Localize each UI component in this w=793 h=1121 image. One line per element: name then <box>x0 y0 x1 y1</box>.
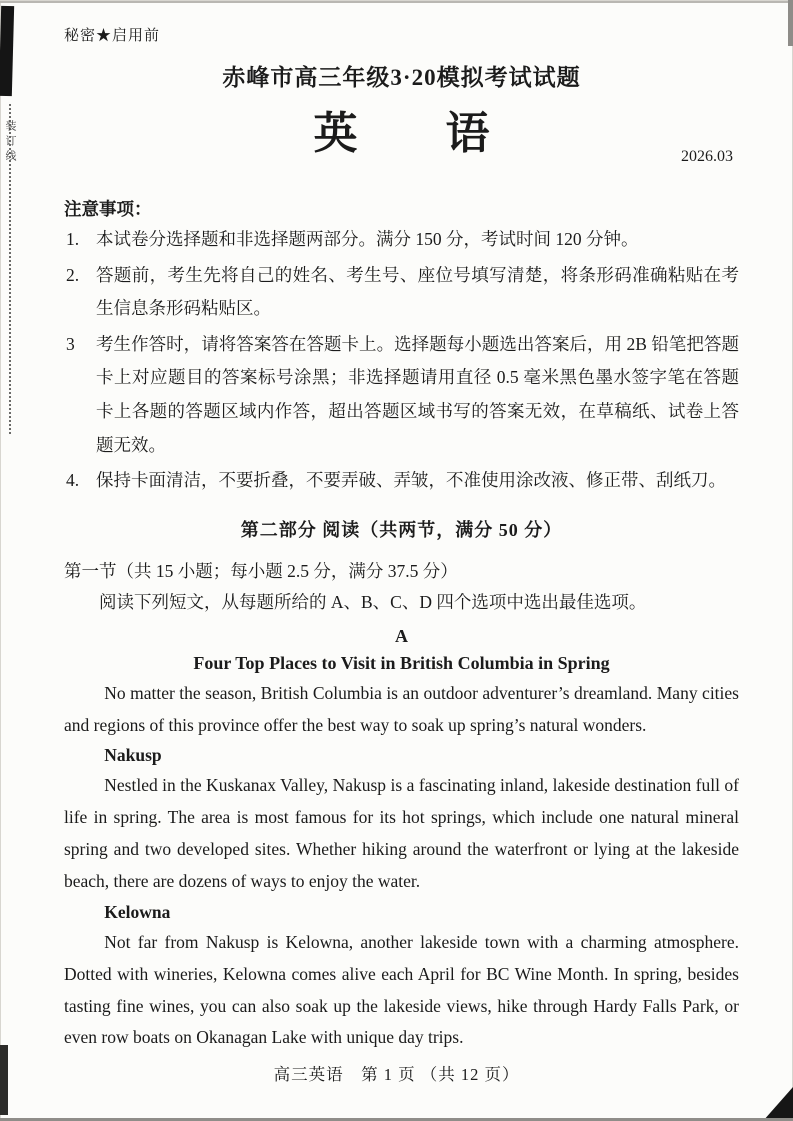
exam-title: 赤峰市高三年级3·20模拟考试试题 <box>222 65 581 90</box>
notice-item-text: 本试卷分选择题和非选择题两部分。满分 150 分，考试时间 120 分钟。 <box>96 229 639 249</box>
notice-item-text: 答题前，考生先将自己的姓名、考生号、座位号填写清楚，将条形码准确粘贴在考生信息条形码粘贴区。 <box>96 264 739 319</box>
notice-item-number: 1. <box>66 229 80 249</box>
passage-subheading-kelowna: Kelowna <box>104 901 171 922</box>
section-instruction: 阅读下列短文，从每题所给的 A、B、C、D 四个选项中选出最佳选项。 <box>99 591 647 612</box>
scan-artifact-bottom-right <box>763 1087 793 1121</box>
notice-item-number: 3 <box>66 333 75 354</box>
notice-item-number: 4. <box>66 470 80 491</box>
scan-artifact-top-right <box>788 0 793 46</box>
passage-subheading-nakusp: Nakusp <box>104 745 162 766</box>
confidential-label: 秘密★启用前 <box>64 28 161 44</box>
passage-label: A <box>395 625 408 646</box>
notice-item-number: 2. <box>66 264 80 285</box>
section-one-heading: 第一节（共 15 小题；每小题 2.5 分，满分 37.5 分） <box>64 560 458 581</box>
notice-item-1 <box>64 223 739 257</box>
exam-date: 2026.03 <box>681 148 733 165</box>
notice-item-3 <box>64 328 739 462</box>
page-content <box>64 24 739 1054</box>
notice-heading: 注意事项： <box>64 199 152 219</box>
scan-artifact-top-left <box>0 6 14 96</box>
passage-title: Four Top Places to Visit in British Columbia in Spring <box>193 652 610 673</box>
notice-item-2 <box>64 259 739 326</box>
binding-line-label: 装订线 <box>4 120 16 165</box>
notice-item-4 <box>64 464 739 498</box>
part-two-heading: 第二部分 阅读（共两节，满分 50 分） <box>240 519 563 540</box>
passage-paragraph-kelowna: Not far from Nakusp is Kelowna, another lakeside town with a charming atmosphere. Dotted with wineries, Kelowna comes alive each April for BC Wine Month. In spring, besides tasting fine wines, you can also soak up the lakeside views, hike through Hardy Falls Park, or even row boats on Okanagan Lake with unique day trips. <box>64 931 739 1048</box>
passage-paragraph-nakusp: Nestled in the Kuskanax Valley, Nakusp is a fascinating inland, lakeside destination full of life in spring. The area is most famous for its hot springs, which include one natural mineral spring and two developed sites. Whether hiking around the waterfront or lying at the lakeside beach, there are dozens of ways to enjoy the water. <box>64 775 739 891</box>
subject-row <box>64 98 739 170</box>
page-footer: 高三英语 第 1 页 （共 12 页） <box>273 1065 520 1084</box>
notice-item-text: 保持卡面清洁，不要折叠，不要弄破、弄皱，不准使用涂改液、修正带、刮纸刀。 <box>96 470 726 491</box>
notice-item-text: 考生作答时，请将答案答在答题卡上。选择题每小题选出答案后，用 2B 铅笔把答题卡上对应题目的答案标号涂黑；非选择题请用直径 0.5 毫米黑色墨水签字笔在答题卡上各题的答题区域内作答，超出答题区域书写的答案无效，在草稿纸、试卷上答题无效。 <box>96 333 739 455</box>
passage-intro-paragraph: No matter the season, British Columbia is an outdoor adventurer’s dreamland. Many cities and regions of this province offer the best way to soak up spring’s natural wonders. <box>64 682 739 735</box>
subject-title: 英 语 <box>313 109 490 158</box>
scan-top-edge <box>0 1 793 3</box>
